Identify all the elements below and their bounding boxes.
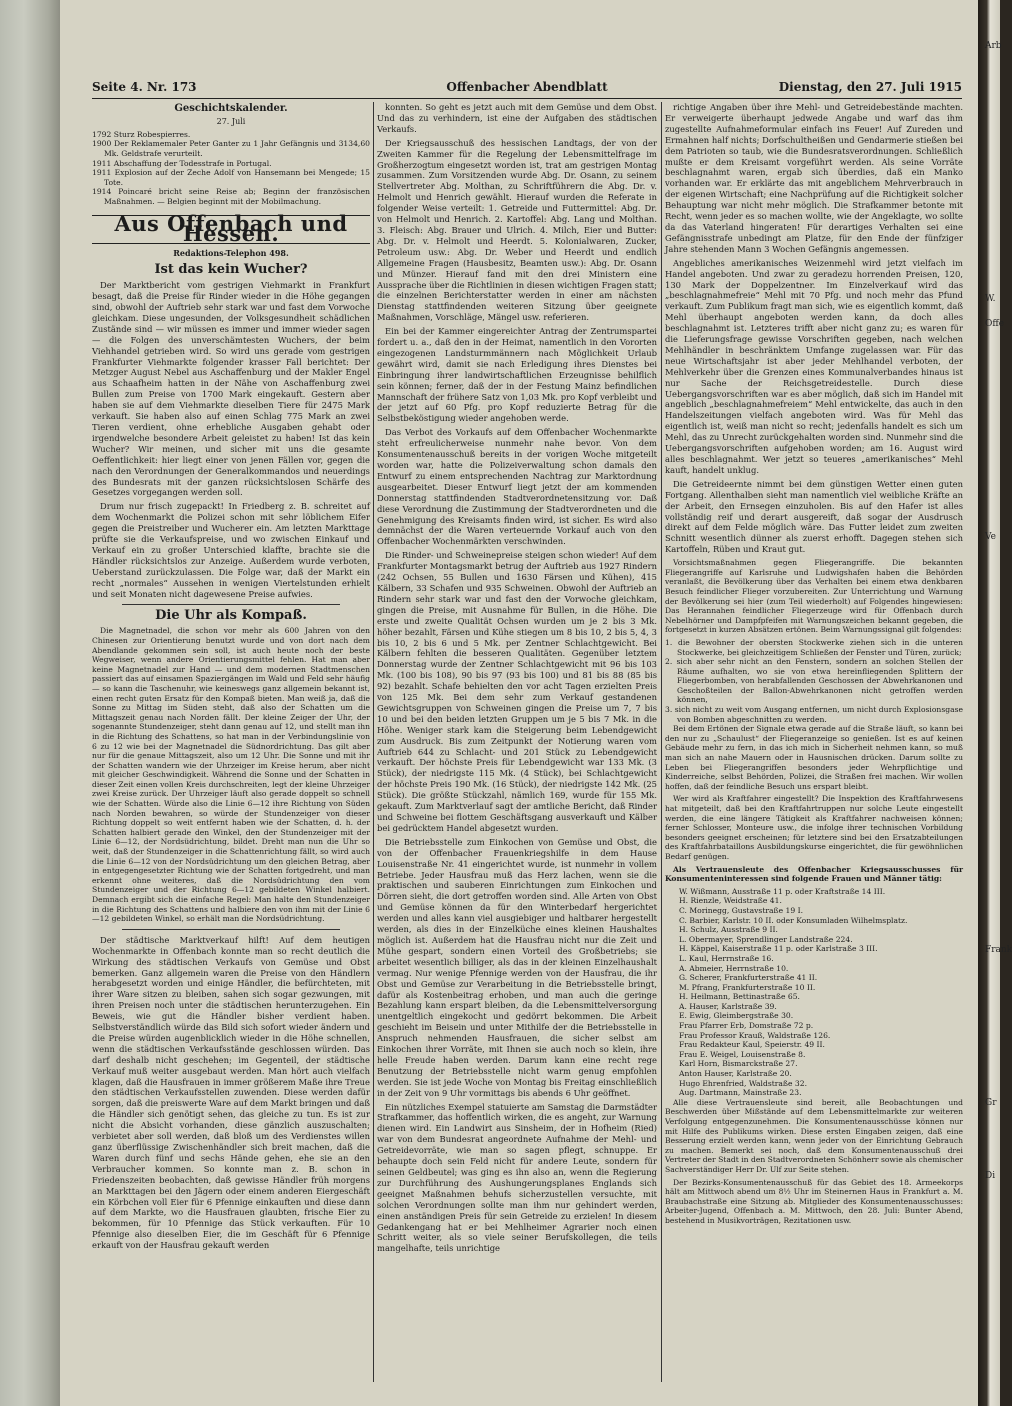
article-paragraph: Der Marktbericht vom gestrigen Viehmarkt in Frankfurt besagt, daß die Preise für Rinder wieder in die Höhe gegangen sind, obwohl der Auftrieb sehr stark war und fast dem Vorwoche gleichkam. Diese ungesunden, der Volksgesundheit schädlichen Zustände sind — wir müssen es immer und immer wieder sagen — die Folgen des unverschämtesten Wuchers, der beim Viehhandel getrieben wird. So wird uns gerade vom gestrigen Frankfurter Viehmarkte folgender krasser Fall berichtet: Der Metzger August Nebel aus Aschaffenburg und der Makler Engel aus Schaafheim hatten in der Nähe von Aschaffenburg zwei Bullen zum Preise von 1700 Mark eingekauft. Gestern aber haben sie auf dem Viehmarkte dieselben Tiere für 2475 Mark verkauft. Sie haben also auf einen Schlag 775 Mark an zwei Tieren verdient, ohne erhebliche Ausgaben gehabt oder irgendwelche besondere Arbeit geleistet zu haben! Ist das kein Wucher? Wir meinen, und sicher mit uns die gesamte Oeffentlichkeit: hier liegt einer von jenen Fällen vor, gegen die nach den Verordnungen der Generalkommandos und neuerdings des Bundesrats mit der ganzen rücksichtslosen Schärfe des Gesetzes vorgegangen werden soll. — [92, 280, 370, 498]
list-item: C. Barbier, Karlstr. 10 II. oder Konsumladen Wilhelmsplatz. — [679, 915, 908, 925]
article-paragraph: Der Kriegsausschuß des hessischen Landtags, der von der Zweiten Kammer für die Regelung der Lebensmittelfrage im Großherzogtum eingesetzt worden ist, trat am gestrigen Montag zusammen. Zum Vorsitzenden wurde Abg. Dr. Osann, zu seinem Stellvertreter Abg. Molthan, zu Schriftführern die Abg. Dr. v. Helmolt und Henrich gewählt. Hierauf wurden die Referate in folgender Weise verteilt: 1. Getreide und Futtermittel: Abg. Dr. von Helmolt und Henrich. 2. Kartoffel: Abg. Lang und Molthan. 3. Fleisch: Abg. Brauer und Ulrich. 4. Milch, Eier und Butter: Abg. Dr. v. Helmolt und Heerdt. 5. Kolonialwaren, Zucker, Petroleum usw.: Abg. Dr. Weber und Heerdt und endlich Allgemeine Fragen (Hausbesitz, Beamten usw.): Abg. Dr. Osann und Münzer. Hierauf fand mit den drei Ministern eine Aussprache über die Richtlinien in diesen wichtigen Fragen statt; die einzelnen Berichterstatter werden in einer am nächsten Dienstag stattfindenden weiteren Sitzung über geeignete Maßnahmen, Vorschläge, Mängel usw. referieren. — [377, 137, 657, 323]
article-paragraph: Vorsichtsmaßnahmen gegen Fliegerangriffe. Die bekannten Fliegerangriffe auf Karlsruhe und Ludwigshafen haben die Behörden veranlaßt, die Bevölkerung über das Verhalten bei einem etwa denkbaren Besuch feindlicher Flieger vorzubereiten. Zur Unterrichtung und Warnung der Bevölkerung sei hier (zum Teil wiederholt) auf Folgendes hingewiesen: Das Herannahen feindlicher Fliegerzeuge wird für Offenbach durch Nebelhörner und Dampfpfeifen mit Warnungszeichen bekannt gegeben, die fortgesetzt in kurzen Absätzen ertönen. Beim Warnungssignal gilt folgendes: — [665, 558, 963, 635]
column-1 — [92, 102, 370, 1392]
list-item: Frau Pfarrer Erb, Domstraße 72 p. — [679, 1021, 814, 1031]
list-item: A. Hauser, Karlstraße 39. — [679, 1001, 777, 1011]
list-item: L. Obermayer, Sprendlinger Landstraße 224. — [679, 934, 853, 944]
next-page-fragment: Offe — [985, 319, 1005, 329]
list-item: H. Käppel, Kaiserstraße 11 p. oder Karlstraße 3 III. — [679, 944, 878, 954]
article-paragraph: Die Rinder- und Schweinepreise steigen schon wieder! Auf dem Frankfurter Montagsmarkt betrug der Auftrieb aus 1927 Rindern (242 Ochsen, 55 Bullen und 1630 Färsen und Kühen), 415 Kälbern, 33 Schafen und 935 Schweinen. Obwohl der Auftrieb an Rindern sehr stark war und fast den der Vorwoche gleichkam, gingen die Preise, mit Ausnahme für Bullen, in die Höhe. Die erste und zweite Qualität Ochsen wurden um je 2 bis 3 Mk. höher bezahlt, Färsen und Kühe stiegen um 8 bis 10, 2 bis 5, 4, 3 bis 10, 2 bis 6 und 5 Mk. per Zentner Schlachtgewicht. Bei Kälbern fehlten die besseren Qualitäten. Gegenüber letztem Donnerstag wurde der Zentner Schlachtgewicht mit 96 bis 103 Mk. (100 bis 108), 90 bis 97 (93 bis 100) und 81 bis 88 (85 bis 92) bezahlt. Schafe behielten den vor acht Tagen erzielten Preis von 125 Mk. Bei dem sehr zum Verkauf gestandenen Gewichtsgruppen von Schweinen gingen die Preise um 7, 7 bis 10 und bei den beiden letzten Gruppen um je 5 bis 7 Mk. in die Höhe. Weniger stark kam die Steigerung beim Lebendgewicht zum Ausdruck. Bis zum Zeitpunkt der Notierung waren vom Auftrieb 644 zu Schlacht- und 201 Stück zu Lebendgewicht verkauft. Der höchste Preis für Lebendgewicht war 133 Mk. (3 Stück), der niedrigste 115 Mk. (4 Stück), bei Schlachtgewicht der höchste Preis 190 Mk. (16 Stück), der niedrigste 142 Mk. (25 Stück). Die größte Stückzahl, nämlich 169, wurde für 155 Mk. gekauft. Zum Marktverlauf sagt der amtliche Bericht, daß Rinder und Schweine bei flottem Geschäftsgang ausverkauft und Kälber bei gedrücktem Handel abgesetzt wurden. — [377, 550, 657, 833]
page-number: Seite 4. Nr. 173 — [92, 80, 197, 94]
list-item: Karl Horn, Bismarckstraße 27. — [679, 1059, 798, 1069]
article-divider — [122, 929, 340, 930]
article-paragraph: Bei dem Ertönen der Signale etwa gerade auf die Straße läuft, so kann bei den nur zu „Schaulust“ der Fliegeranzeige so genießen. Ist es auf keinen Gebäude mehr zu fern, in das ich mich in Sicherheit nehmen kann, so muß man sich an nahe Mauern oder in Hausnischen drücken. Darum sollte zu Leben bei Fliegerangriffen besonders jeder Wehrpflichtige und Kinderreiche, selbst Behörden, Polizei, die Straßen frei machen. Wir wollen hoffen, daß der feindliche Besuch uns erspart bleibt. — [665, 724, 963, 791]
list-item: E. Ewig, Gleimbergstraße 30. — [679, 1011, 794, 1021]
binding-edge — [0, 0, 60, 1406]
kalender-entry: 1911 Explosion auf der Zeche Adolf von Hansemann bei Mengede; 15 Tote. — [92, 168, 370, 187]
list-item: G. Scherer, Frankfurterstraße 41 II. — [679, 973, 818, 983]
next-page-fragment: Di — [985, 1171, 996, 1181]
vertrauensleute-title: Als Vertrauensleute des Offenbacher Kriegsausschusses für Konsumenteninteressen sind folgende Frauen und Männer tätig: — [665, 864, 963, 884]
article-paragraph: Alle diese Vertrauensleute sind bereit, alle Beobachtungen und Beschwerden über Mißstände auf dem Lebensmittelmarkte zur weiteren Verfolgung entgegenzunehmen. Die Konsumentenausschüsse können nur mit Hilfe des Publikums wirken. Diese ersten Eingaben zeigen, daß eine Besserung erzielt werden kann, wenn jeder von der Einrichtung Gebrauch zu machen. Bemerkt sei noch, daß dem Konsumentenausschuß drei Vertreter der Stadt in den Stadtverordneten Schönherr sowie als chemischer Sachverständiger Herr Dr. Ulf zur Seite stehen. — [665, 1097, 963, 1174]
list-item: M. Pfrang, Frankfurterstraße 10 II. — [679, 982, 816, 992]
next-page-edge — [985, 0, 1012, 1406]
kalender-date: 27. Juli — [216, 116, 246, 126]
vertrauensleute-list — [665, 887, 963, 1098]
next-page-fragment: Ve — [985, 532, 996, 542]
article-paragraph: Das Verbot des Vorkaufs auf dem Offenbacher Wochenmarkte steht erfreulicherweise nunmehr nahe bevor. Von dem Konsumentenausschuß bereits in der vorigen Woche mitgeteilt worden war, hatte die Polizeiverwaltung schon damals den Entwurf zu einem entsprechenden Nachtrag zur Marktordnung ausgearbeitet. Dieser Entwurf liegt jetzt der am kommenden Donnerstag stattfindenden Stadtverordnetensitzung vor. Daß diese Verordnung die Zustimmung der Stadtverordneten und die Genehmigung des Kreisamts finden wird, ist sicher. Es wird also demnächst der die Waren verteuernde Vorkauf auch von den Offenbacher Wochenmärkten verschwinden. — [377, 427, 657, 547]
section-title: Aus Offenbach und Hessen. — [92, 215, 370, 245]
next-page-fragment: Frank — [985, 945, 1012, 955]
article-divider — [122, 604, 340, 605]
article-paragraph: Die Getreideernte nimmt bei dem günstigen Wetter einen guten Fortgang. Allenthalben sieht man namentlich viel weibliche Kräfte an der Arbeit, den Ernsegen einzuholen. Bis auf den Hafer ist alles vollständig reif und derart ausgereift, daß sogar der Ausdrusch direkt auf dem Felde möglich wäre. Das Futter leidet zum zweiten Schnitt wesentlich dünner als zuerst erhofft. Dagegen stehen sich Kartoffeln, Rüben und Kraut gut. — [665, 478, 963, 555]
list-item: W. Wißmann, Ausstraße 11 p. oder Kraftstraße 14 III. — [679, 886, 886, 896]
kalender-entry: 1911 Abschaffung der Todesstrafe in Portugal. — [92, 158, 272, 168]
article-paragraph: konnten. So geht es jetzt auch mit dem Gemüse und dem Obst. Und das zu verhindern, ist eine der Aufgaben des städtischen Verkaufs. — [377, 102, 657, 134]
article-paragraph: Der Bezirks-Konsumentenausschuß für das Gebiet des 18. Armeekorps hält am Mittwoch abend um 8½ Uhr im Steinernen Haus in Frankfurt a. M. Braubachstraße eine Sitzung ab. Mitglieder des Konsumentenausschusses: Arbeiter-Jugend, Offenbach a. M. Mittwoch, den 28. Juli: Bunter Abend, bestehend in Musikvorträgen, Rezitationen usw. — [665, 1177, 963, 1225]
article-paragraph: Ein bei der Kammer eingereichter Antrag der Zentrumspartei fordert u. a., daß den in der Heimat, namentlich in den Vororten eingezogenen Landsturmmännern nach Möglichkeit Urlaub gewährt wird, damit sie nach Erledigung ihres Dienstes bei Einbringung ihrer landwirtschaftlichen Erzeugnisse behilflich sein können; ferner, daß der in der Festung Mainz befindlichen Mannschaft der frühere Satz von 1,03 Mk. pro Kopf verbleibt und der jetzt auf 60 Pfg. pro Kopf reduzierte Betrag für die Selbstbeköstigung wieder angehoben werde. — [377, 326, 657, 424]
rule-item: 2. sich aber sehr nicht an den Fenstern, sondern an solchen Stellen der Räume aufhalten, wo sie von etwa hereinfliegenden Splittern der Fliegerbomben, von herabfallenden Geschossen der Abwehrkanonen und Geschoßteilen der Ballon-Abwehrkanonen nicht getroffen werden können, — [665, 657, 963, 705]
list-item: H. Rienzle, Weidstraße 41. — [679, 896, 782, 906]
page-header — [92, 80, 962, 99]
article-title-wucher: Ist das kein Wucher? — [154, 262, 308, 278]
list-item: Frau Redakteur Kaul, Speierstr. 49 II. — [679, 1040, 825, 1050]
list-item: Frau E. Weigel, Louisenstraße 8. — [679, 1049, 806, 1059]
next-page-fragment: W. — [985, 294, 996, 304]
kalender-list — [92, 130, 370, 207]
list-item: Aug. Dartmann, Mainstraße 23. — [679, 1088, 802, 1098]
article-paragraph: Die Magnetnadel, die schon vor mehr als 600 Jahren von den Chinesen zur Orientierung benutzt wurde und von dort nach dem Abendlande gekommen sein soll, ist auch heute noch der beste Wegweiser, wenn andere Orientierungsmittel fehlen. Hat man aber keine Magnetnadel zur Hand — und dem modernen Stadtmenschen passiert das auf einsamen Spaziergängen im Wald und Feld sehr häufig — so kann die Taschenuhr, wie keineswegs ganz allgemein bekannt ist, einen recht guten Ersatz für den Kompaß bieten. Man weiß ja, daß die Sonne zu Mittag im Süden steht, daß also der Schatten um die Mittagszeit genau nach Norden fällt. Der kleine Zeiger der Uhr, der sogenannte Stundenzeiger, steht dann genau auf 12, und stellt man ihn in die Richtung des Schattens, so hat man in der Verbindungslinie von 6 zu 12 wie bei der Magnetnadel die Südnordrichtung. Das gilt aber nur für die genaue Mittagszeit, also um 12 Uhr. Die Sonne und mit ihr der Schatten wandern wie der Uhrzeiger im Kreise herum, aber nicht mit gleicher Geschwindigkeit. Während die Sonne und der Schatten in dieser Zeit einen vollen Kreis durchschreiten, legt der kleine Uhrzeiger zwei Kreise zurück. Der Uhrzeiger läuft also gerade doppelt so schnell wie der Schatten. Würde also die Linie 6—12 ihre Richtung von Süden nach Norden bewahren, so würde der Stundenzeiger von dieser Richtung doppelt so weit entfernt haben wie der Schatten, d. h. der Schatten halbiert gerade den Winkel, den der Stundenzeiger mit der Linie 6—12, der Nordsüdrichtung, bildet. Dreht man nun die Uhr so weit, daß der Stundenzeiger in die Schattenrichtung fällt, so wird auch die Linie 6—12 von der Nordsüdrichtung um den gleichen Betrag, aber in entgegengesetzter Richtung wie der Schatten fortgedreht, und man erkennt ohne weiteres, daß die Nordsüdrichtung den vom Stundenzeiger und der Richtung 6—12 gebildeten Winkel halbiert. Demnach ergibt sich die einfache Regel: Man halte den Stundenzeiger in die Richtung des Schattens und halbiere den von ihm mit der Linie 6—12 gebildeten Winkel, so erhält man die Nordsüdrichtung. — [92, 626, 370, 924]
kalender-title: Geschichtskalender. — [174, 103, 288, 114]
list-item: A. Abmeier, Herrnstraße 10. — [679, 963, 789, 973]
kalender-entry: 1792 Sturz Robespierres. — [92, 129, 191, 139]
list-item: C. Morinegg, Gustavstraße 19 I. — [679, 905, 804, 915]
list-item: Hugo Ehrenfried, Waldstraße 32. — [679, 1078, 807, 1088]
article-paragraph: Angebliches amerikanisches Weizenmehl wird jetzt vielfach im Handel angeboten. Und zwar zu geradezu horrenden Preisen, 120, 130 Mark der Doppelzentner. Im Einzelverkauf wird das „beschlagnahmefreie“ Mehl mit 70 Pfg. und noch mehr das Pfund verkauft. Zum Publikum fragt man sich, wie es eigentlich kommt, daß Mehl überhaupt angeboten werden kann, da doch alles beschlagnahmt ist. Letzteres trifft aber nicht ganz zu; es waren für die Lieferungsfrage gewisse Vorschriften gegeben, nach welchen Mehlhändler in beschränktem Umfange zugelassen war. Für das neue Wirtschaftsjahr ist aber jeder Mehlhandel verboten, der Mehlverkehr über die Grenzen eines Kommunalverbandes hinaus ist nur Sache der Reichsgetreidestelle. Durch diese Uebergangsvorschriften war es aber möglich, daß sich im Handel mit angeblich „beschlagnahmefreiem“ Mehl entwickelte, das auch in den Handelszeitungen vielfach angeboten wird. Was für Mehl das eigentlich ist, weiß man nicht so recht; jedenfalls handelt es sich um Mehl, das zu Unrecht zurückgehalten worden sind. Nunmehr sind die Uebergangsvorschriften aufgehoben worden; am 16. August wird alles beschlagnahmt. Wer jetzt so teueres „amerikanisches“ Mehl kauft, handelt unklug. — [665, 257, 963, 475]
column-2 — [377, 102, 657, 1392]
list-item: L. Kaul, Herrnstraße 16. — [679, 953, 774, 963]
kalender-entry: 1914 Poincaré bricht seine Reise ab; Beginn der französischen Maßnahmen. — Belgien beginnt mit der Mobilmachung. — [92, 187, 370, 206]
kalender-entry: 1900 Der Reklamemaler Peter Ganter zu 1 Jahr Gefängnis und 3134,60 Mk. Geldstrafe verurteilt. — [92, 139, 370, 158]
article-paragraph: Wer wird als Kraftfahrer eingestellt? Die Inspektion des Kraftfahrwesens hat mitgeteilt, daß bei den Kraftfahrtruppen nur solche Leute eingestellt werden, die eine längere Tätigkeit als Kraftfahrer nachweisen können; ferner Schlosser, Monteure usw., die infolge ihrer technischen Vorbildung besonders geeignet erscheinen; für letztere sind bei den Ersatzabteilungen des Kraftfahrbataillons Ausbildungskurse eingerichtet, die für gewöhnlichen Bedarf genügen. — [665, 794, 963, 861]
article-paragraph: Drum nur frisch zugepackt! In Friedberg z. B. schreitet auf dem Wochenmarkt die Polizei schon mit sehr löblichem Eifer gegen die Preistreiber und Wucherer ein. Am letzten Markttage prüfte sie die Verkaufspreise, und wo zwischen Einkauf und Verkauf ein zu großer Unterschied klaffte, brachte sie die Händler rücksichtslos zur Anzeige. Außerdem wurde verboten, Ueberstand zurückzulassen. Die Folge war, daß der Markt ein recht „normales“ Aussehen in wenigen Viertelstunden erhielt und seit Monaten nicht dagewesene Preise aufwies. — [92, 501, 370, 599]
article-title-kompass: Die Uhr als Kompaß. — [155, 608, 307, 624]
rule-item: 3. sich nicht zu weit vom Ausgang entfernen, um nicht durch Explosionsgase von Bomben abgeschnitten zu werden. — [665, 705, 963, 724]
list-item: Frau Professor Krauß, Waldstraße 126. — [679, 1030, 831, 1040]
next-page-fragment: Gr — [985, 1098, 997, 1108]
column-rule — [373, 102, 374, 1382]
column-rule — [661, 102, 662, 1382]
list-item: H. Schulz, Ausstraße 9 II. — [679, 925, 778, 935]
article-paragraph: richtige Angaben über ihre Mehl- und Getreidebestände machten. Er verweigerte überhaupt jedwede Angabe und warf das ihm zugestellte Aufnahmeformular einfach ins Feuer! Auf Zureden und Ermahnen half nichts; Dorfschultheißen und Gendarmerie stießen bei dem Patrioten so taub, wie die Bundesratsverordnungen. Schließlich mußte er dem Kreisamt vorgeführt werden. Als seine Vorräte beschlagnahmt waren, ergab sich überdies, daß ein Manko vorhanden war. Er erklärte das mit angeblichem Mehrverbrauch in der eigenen Wirtschaft; eine Nachprüfung auf die Richtigkeit solcher Behauptung war nicht mehr möglich. Die Strafkammer betonte mit Recht, wenn jeder es so machen wollte, wie der Angeklagte, wo sollte da das Vaterland hingeraten! Für derartiges Verhalten sei eine Gefängnisstrafe unbedingt am Platze, für den Ende der fünfziger Jahre stehenden Mann 3 Wochen Gefängnis angemessen. — [665, 102, 963, 254]
redaktions-telephon: Redaktions-Telephon 498. — [173, 248, 289, 259]
article-paragraph: Der städtische Marktverkauf hilft! Auf dem heutigen Wochenmarkte in Offenbach konnte man so recht deutlich die Wirkung des städtischen Verkaufs von Gemüse und Obst bemerken. Ganz allgemein waren die Preise von den Händlern herabgesetzt worden und einige Händler, die befürchteten, mit ihrer Ware sitzen zu bleiben, sahen sich sogar gezwungen, mit ihren Preisen noch unter die städtischen herunterzugehen. Ein Beweis, wie gut die Händler bisher verdient haben. Selbstverständlich würde das Bild sich sofort wieder ändern und die Preise würden augenblicklich wieder in die Höhe schnellen, wenn die städtischen Verkaufsstände geschlossen würden. Das darf deshalb nicht geschehen; im Gegenteil, der städtische Verkauf muß weiter ausgebaut werden. Man hört auch vielfach klagen, daß die Hausfrauen in immer größerem Maße ihre Treue den städtischen Verkaufsstellen zuwenden. Diese werden dafür sorgen, daß die preiswerte Ware auf dem Markt bringen und daß die Händler sich genötigt sehen, das gleiche zu tun. Es ist zur nicht die Absicht vorhanden, diese gänzlich auszuschalten; verbietet aber soll werden, daß bloß um des Verdienstes willen ganz überflüssige Zwischenhändler sich breit machen, daß die Waren durch fünf und sechs Hände gehen, ehe sie an den Verbraucher kommen. So konnte man z. B. schon in Friedenszeiten beobachten, daß gewisse Händler früh morgens an Markttagen bei den Jägern oder einem anderen Eiergeschäft ein Körbchen voll Eier für 6 Pfennige einkauften und diese dann auf dem Markte, wo die Hausfrauen glaubten, frische Eier zu bekommen, für 10 Pfennige das Stück verkauften. Für 10 Pfennige also dieselben Eier, die im Geschäft für 6 Pfennige erkauft von der Hausfrau gekauft werden — [92, 934, 370, 1251]
article-paragraph: Ein nützliches Exempel statuierte am Samstag die Darmstädter Strafkammer, das hoffentlich wirken, die es angeht, zur Warnung dienen wird. Ein Landwirt aus Sinsheim, der in Hofheim (Ried) war von dem Bundesrat angeordnete Aufnahme der Mehl- und Getreidevorräte, wie man so sagen pflegt, schnuppe. Er behaupte doch sein Feld nicht für andere Leute, sondern für seinen Geldbeutel; was ging es ihn also an, wenn die Regierung zur Durchführung des Aushungerungsplanes Englands sich geeignet Maßnahmen behufs sicherzustellen versuchte, mit solchen Verordnungen sollte man ihm nur gehindert werden, einen anständigen Preis für sein Getreide zu erzielen! In diesem Gedankengang hat er bei Mehlheimer Agrarier noch einen Schritt weiter, als so viele seiner Berufskollegen, die teils mangelhafte, teils unrichtige — [377, 1101, 657, 1254]
article-paragraph: Die Betriebsstelle zum Einkochen von Gemüse und Obst, die von der Offenbacher Frauenkriegshilfe in dem Hause Louisenstraße Nr. 41 eingerichtet wurde, ist nunmehr in vollem Betriebe. Jeder Hausfrau muß das Herz lachen, wenn sie die praktischen und sauberen Einrichtungen zum Einkochen und Dörren sieht, die dort getroffen worden sind. Alle Arten von Obst und Gemüse können da für den Winterbedarf hergerichtet werden und alles kann viel ausgiebiger und haltbarer hergestellt werden, als dies in der Einzelküche eines kleinen Haushaltes möglich ist. Außerdem hat die Hausfrau nicht nur die Zeit und Mühe gespart, sondern einen Vorteil des Großbetriebs; sie arbeitet wesentlich billiger, als das in der kleinen Einzelhaushalt vermag. Nur wenige Pfennige werden von der Hausfrau, die ihr Obst und Gemüse zur Verarbeitung in die Betriebsstelle bringt, dafür als Kostenbeitrag erhoben, und man auch die geringe Bezahlung kann erspart bleiben, da die Lebensmittelversorgung unentgeltlich eingekocht und gedörrt bekommen. Die Arbeit geschieht im Beisein und unter Mithilfe der die Betriebsstelle in Anspruch nehmenden Hausfrauen, die sicher selbst am Einkochen ihrer Vorräte, mit Ihnen sie auch noch so klein, ihre helle Freude haben werden. Darum kann eine recht rege Benutzung der Betriebsstelle nicht warm genug empfohlen werden. Sie ist jede Woche von Montag bis Freitag einschließlich in der Zeit von 9 Uhr vormittags bis abends 6 Uhr geöffnet. — [377, 836, 657, 1098]
list-item: Anton Hauser, Karlstraße 20. — [679, 1069, 792, 1079]
list-item: H. Heilmann, Bettinastraße 65. — [679, 992, 800, 1002]
column-3 — [665, 102, 963, 1392]
next-page-fragment: Arb — [985, 41, 1002, 51]
issue-date: Dienstag, den 27. Juli 1915 — [778, 80, 962, 94]
rule-item: 1. die Bewohner der obersten Stockwerke ziehen sich in die unteren Stockwerke, bei gleichzeitigem Schließen der Fenster und Türen, zurück; — [665, 637, 963, 657]
newspaper-title: Offenbacher Abendblatt — [446, 80, 608, 94]
